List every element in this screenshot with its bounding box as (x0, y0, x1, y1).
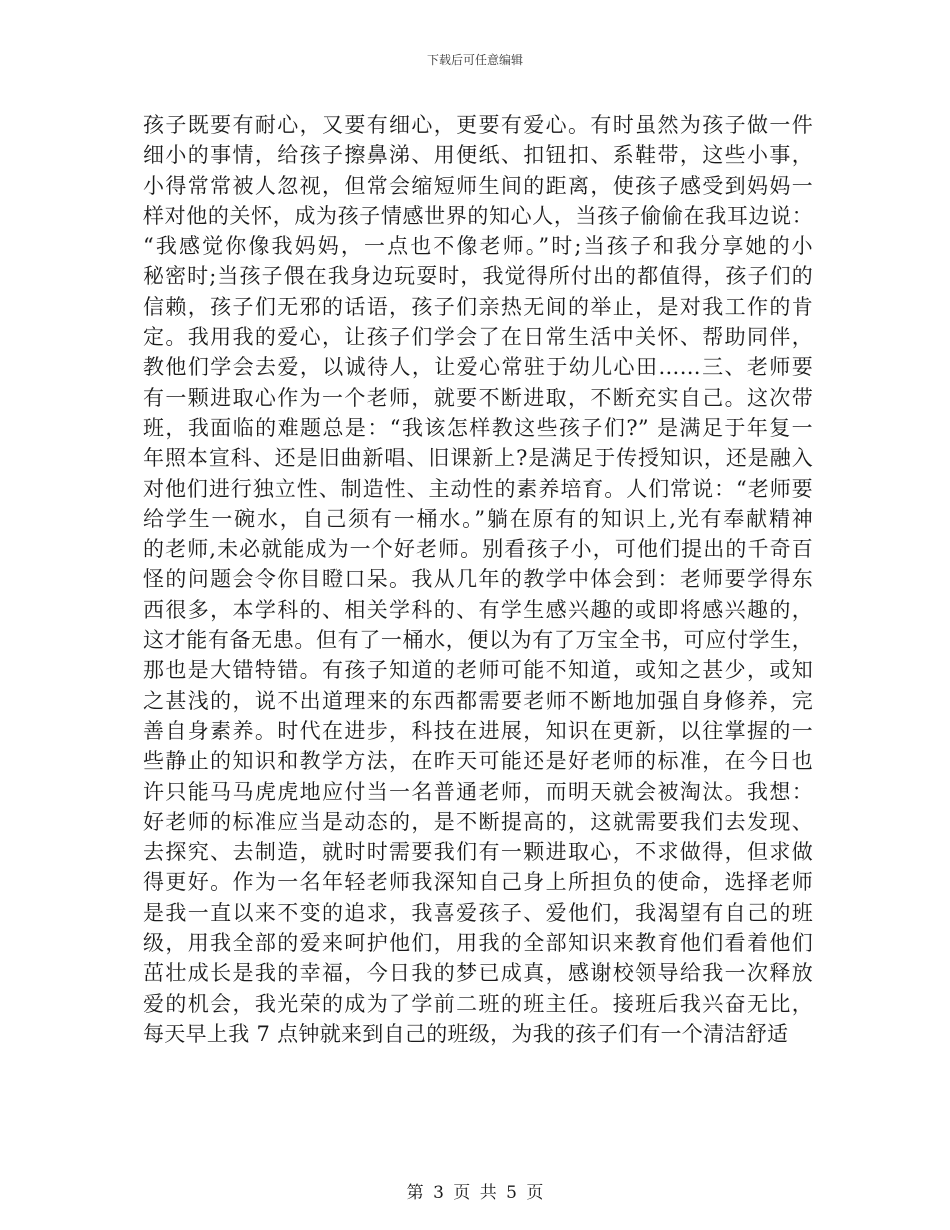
body-line: 样对他的关怀，成为孩子情感世界的知心人，当孩子偷偷在我耳边说： (143, 203, 813, 228)
body-line: 善自身素养。时代在进步，科技在进展，知识在更新，以往掌握的一 (143, 718, 813, 743)
page-number: 第 3 页 共 5 页 (406, 1183, 544, 1203)
body-line: 孩子既要有耐心，又要有细心，更要有爱心。有时虽然为孩子做一件 (143, 113, 813, 137)
body-line: 之甚浅的，说不出道理来的东西都需要老师不断地加强自身修养，完 (143, 688, 813, 713)
page-header: 下载后可任意编辑 (426, 53, 523, 67)
body-line: 对他们进行独立性、制造性、主动性的素养培育。人们常说：“老师要 (143, 476, 813, 501)
body-line: 年照本宣科、还是旧曲新唱、旧课新上?是满足于传授知识，还是融入 (143, 446, 813, 471)
body-line: 有一颗进取心作为一个老师，就要不断进取，不断充实自己。这次带 (143, 385, 813, 410)
body-line: 些静止的知识和教学方法，在昨天可能还是好老师的标准，在今日也 (143, 749, 813, 774)
body-line: 好老师的标准应当是动态的，是不断提高的，这就需要我们去发现、 (143, 809, 813, 834)
body-line: 爱的机会，我光荣的成为了学前二班的班主任。接班后我兴奋无比， (143, 991, 813, 1016)
body-line: 信赖，孩子们无邪的话语，孩子们亲热无间的举止，是对我工作的肯 (143, 294, 813, 319)
body-line: 教他们学会去爱，以诚待人，让爱心常驻于幼儿心田……三、老师要 (143, 355, 813, 380)
body-line: 去探究、去制造，就时时需要我们有一颗进取心，不求做得，但求做 (143, 840, 813, 865)
body-line: 这才能有备无患。但有了一桶水，便以为有了万宝全书，可应付学生， (143, 628, 813, 653)
body-line: 细小的事情，给孩子擦鼻涕、用便纸、扣钮扣、系鞋带，这些小事， (143, 143, 813, 168)
body-line: 小得常常被人忽视，但常会缩短师生间的距离，使孩子感受到妈妈一 (143, 173, 813, 198)
body-line: “我感觉你像我妈妈，一点也不像老师。”时;当孩子和我分享她的小 (143, 234, 813, 259)
body-line: 得更好。作为一名年轻老师我深知自己身上所担负的使命，选择老师 (143, 870, 813, 895)
body-line: 是我一直以来不变的追求，我喜爱孩子、爱他们，我渴望有自己的班 (143, 900, 813, 925)
body-line: 的老师,未必就能成为一个好老师。别看孩子小，可他们提出的千奇百 (143, 537, 813, 562)
body-line: 秘密时;当孩子偎在我身边玩耍时，我觉得所付出的都值得，孩子们的 (143, 264, 813, 289)
body-line: 每天早上我 7 点钟就来到自己的班级，为我的孩子们有一个清洁舒适 (143, 1021, 789, 1046)
document-body (143, 110, 813, 1049)
body-line: 怪的问题会令你目瞪口呆。我从几年的教学中体会到：老师要学得东 (143, 567, 813, 592)
body-line: 级，用我全部的爱来呵护他们，用我的全部知识来教育他们看着他们 (143, 931, 813, 956)
body-line: 班，我面临的难题总是：“我该怎样教这些孩子们?” 是满足于年复一 (143, 415, 813, 440)
body-line: 定。我用我的爱心，让孩子们学会了在日常生活中关怀、帮助同伴， (143, 325, 813, 350)
body-line: 那也是大错特错。有孩子知道的老师可能不知道，或知之甚少，或知 (143, 658, 813, 683)
body-line: 茁壮成长是我的幸福，今日我的梦已成真，感谢校领导给我一次释放 (143, 961, 813, 986)
body-line: 许只能马马虎虎地应付当一名普通老师，而明天就会被淘汰。我想： (143, 779, 813, 804)
body-line: 西很多，本学科的、相关学科的、有学生感兴趣的或即将感兴趣的， (143, 597, 813, 622)
body-line: 给学生一碗水，自己须有一桶水。”躺在原有的知识上,光有奉献精神 (143, 506, 813, 531)
